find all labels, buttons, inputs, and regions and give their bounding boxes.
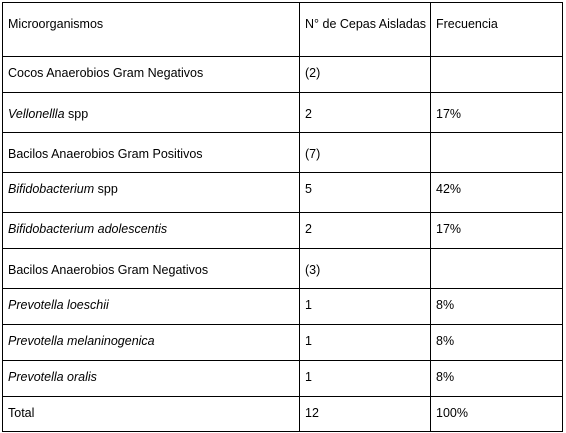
table-row (3, 173, 563, 213)
header-frecuencia: Frecuencia (436, 17, 498, 31)
organism-suffix: spp (94, 182, 118, 196)
count-value: 1 (305, 334, 312, 348)
table-row (3, 93, 563, 133)
count-cell (300, 397, 431, 432)
organism-cell (3, 361, 300, 397)
frequency-cell (431, 361, 563, 397)
count-value: 1 (305, 370, 312, 384)
organism-name (8, 361, 299, 384)
organism-name-part: Bifidobacterium adolescentis (8, 222, 168, 236)
organism-cell (3, 173, 300, 213)
strains-table (2, 2, 563, 432)
count-value: 1 (305, 298, 312, 312)
organism-name-part: Total (8, 406, 35, 420)
count-value: (3) (305, 263, 321, 277)
organism-cell (3, 325, 300, 361)
table-row (3, 289, 563, 325)
frequency-cell (431, 397, 563, 432)
organism-cell (3, 57, 300, 93)
count-value: 12 (305, 406, 319, 420)
organism-name-part: Bacilos Anaerobios Gram Positivos (8, 147, 203, 161)
count-cell (300, 249, 431, 289)
organism-name-part: Prevotella oralis (8, 370, 97, 384)
header-cepas: N° de Cepas Aisladas (305, 17, 427, 31)
count-value: (2) (305, 66, 321, 80)
organism-name (8, 173, 299, 196)
frequency-value: 8% (436, 370, 455, 384)
organism-name-part: Bacilos Anaerobios Gram Negativos (8, 263, 209, 277)
frequency-cell (431, 173, 563, 213)
organism-name-part: Vellonellla (8, 107, 65, 121)
organism-cell (3, 289, 300, 325)
table-row (3, 249, 563, 289)
organism-name-part: Cocos Anaerobios Gram Negativos (8, 66, 204, 80)
frequency-value: 17% (436, 107, 462, 121)
frequency-value: 8% (436, 334, 455, 348)
count-cell (300, 173, 431, 213)
frequency-value: 42% (436, 182, 462, 196)
organism-cell (3, 249, 300, 289)
organism-name (8, 133, 299, 161)
count-cell (300, 57, 431, 93)
table-header-row (3, 3, 563, 57)
count-cell (300, 93, 431, 133)
frequency-cell (431, 133, 563, 173)
table-row (3, 361, 563, 397)
count-cell (300, 325, 431, 361)
frequency-value (436, 249, 562, 263)
count-cell (300, 289, 431, 325)
table-row (3, 213, 563, 249)
organism-name-part: Bifidobacterium (8, 182, 95, 196)
organism-cell (3, 133, 300, 173)
organism-name-part: Prevotella loeschii (8, 298, 109, 312)
count-cell (300, 361, 431, 397)
frequency-value: 100% (436, 406, 468, 420)
organism-name (8, 325, 299, 348)
frequency-cell (431, 249, 563, 289)
header-cell (3, 3, 300, 57)
header-cell (431, 3, 563, 57)
count-value: 5 (305, 182, 312, 196)
organism-name (8, 249, 299, 277)
organism-name-part: Prevotella melaninogenica (8, 334, 155, 348)
count-cell (300, 133, 431, 173)
count-value: (7) (305, 147, 321, 161)
frequency-value (436, 57, 562, 66)
table-row-total (3, 397, 563, 432)
organism-cell (3, 397, 300, 432)
count-value: 2 (305, 222, 312, 236)
organism-name (8, 57, 299, 80)
table-row (3, 133, 563, 173)
frequency-cell (431, 213, 563, 249)
count-value: 2 (305, 107, 312, 121)
frequency-cell (431, 57, 563, 93)
count-cell (300, 213, 431, 249)
organism-name (8, 289, 299, 312)
organism-cell (3, 93, 300, 133)
header-cell (300, 3, 431, 57)
table-row (3, 325, 563, 361)
header-microorganismos: Microorganismos (8, 17, 104, 31)
organism-name (8, 213, 299, 236)
frequency-cell (431, 289, 563, 325)
frequency-cell (431, 93, 563, 133)
frequency-value: 8% (436, 298, 455, 312)
frequency-value (436, 133, 562, 147)
frequency-value: 17% (436, 222, 462, 236)
frequency-cell (431, 325, 563, 361)
organism-name (8, 397, 299, 420)
table-row (3, 57, 563, 93)
organism-name (8, 93, 299, 121)
organism-suffix: spp (64, 107, 89, 121)
organism-cell (3, 213, 300, 249)
